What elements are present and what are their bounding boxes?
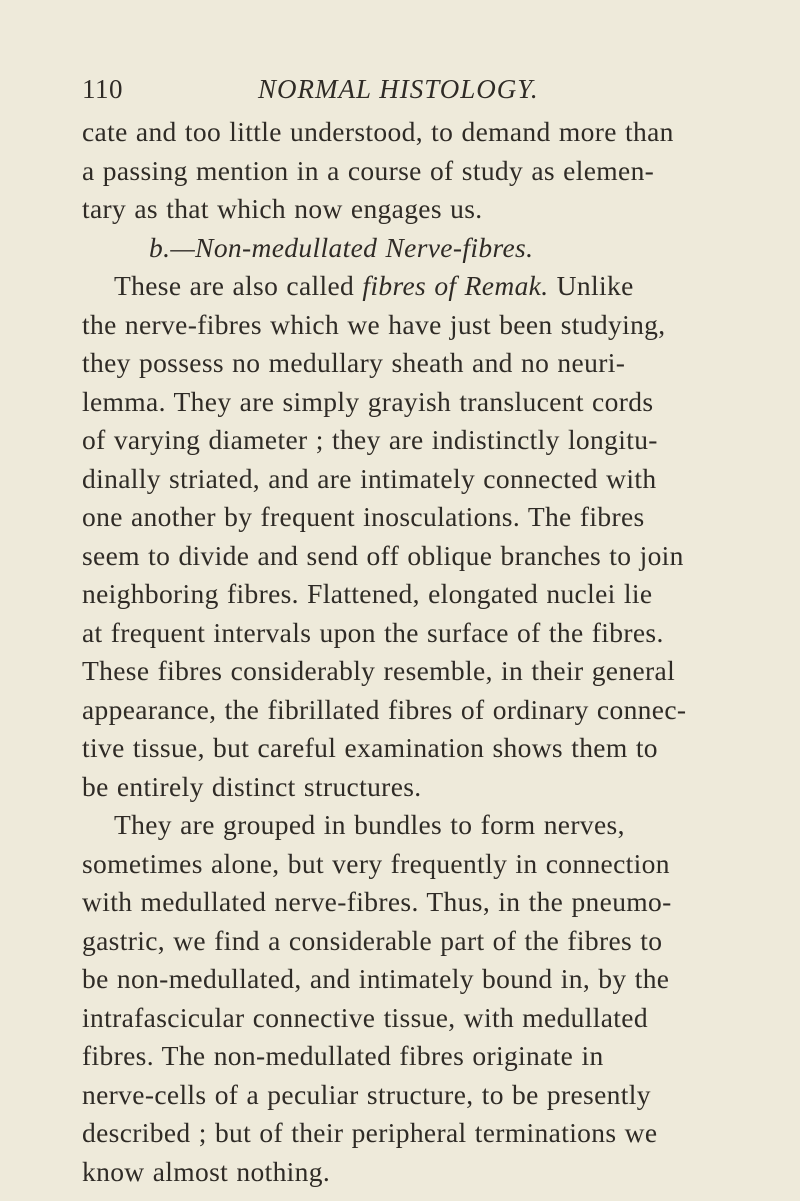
text-line: lemma. They are simply grayish translucent cords bbox=[82, 385, 654, 417]
section-heading: b.—Non-medullated Nerve-fibres. bbox=[149, 231, 534, 263]
text-line: be non-medullated, and intimately bound in, by the bbox=[82, 963, 670, 994]
text-line: one another by frequent inosculations. The fibres bbox=[82, 501, 645, 532]
text-line: nerve-cells of a peculiar structure, to be presently bbox=[82, 1078, 651, 1110]
text-line: know almost nothing. bbox=[82, 1155, 331, 1187]
text-line: gastric, we find a considerable part of the fibres to bbox=[82, 924, 663, 956]
text-line: of varying diameter ; they are indistinctly longitu- bbox=[82, 424, 658, 455]
text-line: neighboring fibres. Flattened, elongated nuclei lie bbox=[82, 578, 653, 609]
text-line: dinally striated, and are intimately connected with bbox=[82, 462, 657, 494]
text-line: seem to divide and send off oblique branches to join bbox=[82, 539, 684, 571]
running-title: NORMAL HISTOLOGY. bbox=[258, 74, 539, 104]
text-line: described ; but of their peripheral terminations we bbox=[82, 1117, 658, 1148]
text-line: the nerve-fibres which we have just been studying, bbox=[82, 308, 666, 340]
text-line: These fibres considerably resemble, in their general bbox=[82, 655, 676, 686]
running-head bbox=[82, 74, 722, 110]
text-line: tary as that which now engages us. bbox=[82, 193, 483, 224]
body-text bbox=[82, 113, 732, 1191]
page-number: 110 bbox=[82, 74, 123, 104]
text-line: cate and too little understood, to demand more than bbox=[82, 116, 674, 147]
text-line: at frequent intervals upon the surface of the fibres. bbox=[82, 616, 664, 648]
text-line: These are also called fibres of Remak. Unlike bbox=[114, 270, 634, 301]
text-line: tive tissue, but careful examination shows them to bbox=[82, 732, 658, 763]
text-line: intrafascicular connective tissue, with medullated bbox=[82, 1001, 648, 1033]
text-line: They are grouped in bundles to form nerves, bbox=[114, 809, 625, 840]
emphasis-term: fibres of Remak. bbox=[362, 270, 549, 301]
text-line: a passing mention in a course of study as elemen- bbox=[82, 154, 655, 186]
text-line: be entirely distinct structures. bbox=[82, 770, 422, 802]
text-line: with medullated nerve-fibres. Thus, in the pneumo- bbox=[82, 886, 672, 917]
text-line: appearance, the fibrillated fibres of ordinary connec- bbox=[82, 693, 687, 725]
text-line: they possess no medullary sheath and no neuri- bbox=[82, 347, 626, 378]
text-line: sometimes alone, but very frequently in connection bbox=[82, 847, 670, 879]
text-line: fibres. The non-medullated fibres originate in bbox=[82, 1040, 604, 1071]
